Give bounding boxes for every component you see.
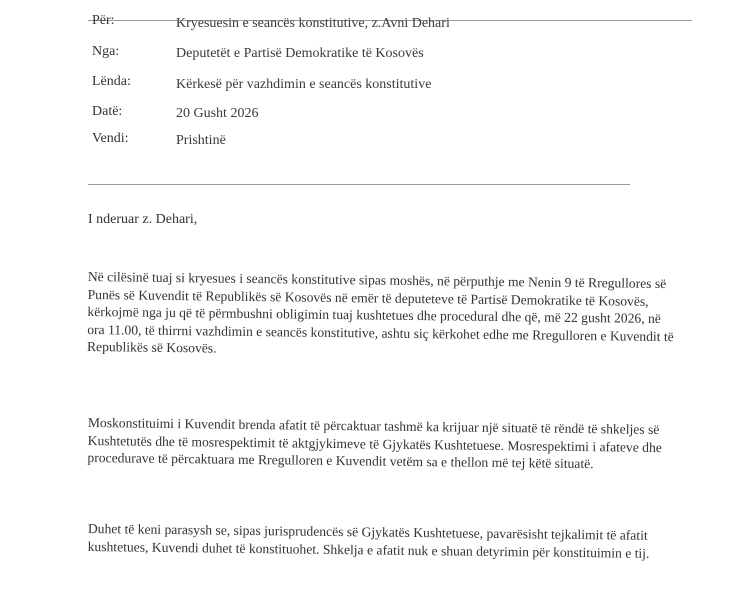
paragraph-1: Në cilësinë tuaj si kryesues i seancës konstitutive sipas moshës, në përputhje me Nenin 9 të Rregullores së Punës së Kuvendit të Republikës së Kosovës në emër të deputeteve të Partisë Demokratike të Kosovës, kërkojmë nga ju që të përmbushni obligimin tuaj kushtetues dhe procedural dhe që, më 22 gusht 2026, në ora 11.00, të thirrni vazhdimin e seancës konstitutive, ashtu siç kërkohet edhe me Rregulloren e Kuvendit të Republikës së Kosovës.	[86, 268, 674, 356]
header-label-to: Për:	[92, 13, 115, 28]
header-label-place: Vendi:	[92, 131, 129, 146]
paragraph-2: Moskonstituimi i Kuvendit brenda afatit të përcaktuar tashmë ka krijuar një situatë të rëndë të shkeljes së Kushtetutës dhe të mosrespektimit të aktgjykimeve të Gjykatës Kushtetuese. Mosrespektimi i afateve dhe procedurave të përcaktuara me Rregulloren e Kuvendit vetëm sa e thellon më tej këtë situatë.	[87, 414, 662, 472]
header-value-subject: Kërkesë për vazhdimin e seancës konstitutive	[176, 77, 432, 92]
header-divider	[88, 184, 630, 185]
salutation: I nderuar z. Dehari,	[88, 212, 198, 227]
header-label-date: Datë:	[92, 104, 123, 119]
header-value-date: 20 Gusht 2026	[176, 106, 259, 121]
header-value-to: Kryesuesin e seancës konstitutive, z.Avni Dehari	[176, 16, 450, 31]
header-label-subject: Lënda:	[92, 74, 131, 89]
header-value-place: Prishtinë	[176, 133, 226, 148]
header-label-from: Nga:	[92, 44, 120, 59]
header-value-from: Deputetët e Partisë Demokratike të Kosovës	[176, 46, 424, 61]
paragraph-3: Duhet të keni parasysh se, sipas jurisprudencës së Gjykatës Kushtetuese, pavarësisht tejkalimit të afatit kushtetues, Kuvendi duhet të konstituohet. Shkelja e afatit nuk e shuan detyrimin për konstituimin e tij.	[87, 520, 650, 561]
